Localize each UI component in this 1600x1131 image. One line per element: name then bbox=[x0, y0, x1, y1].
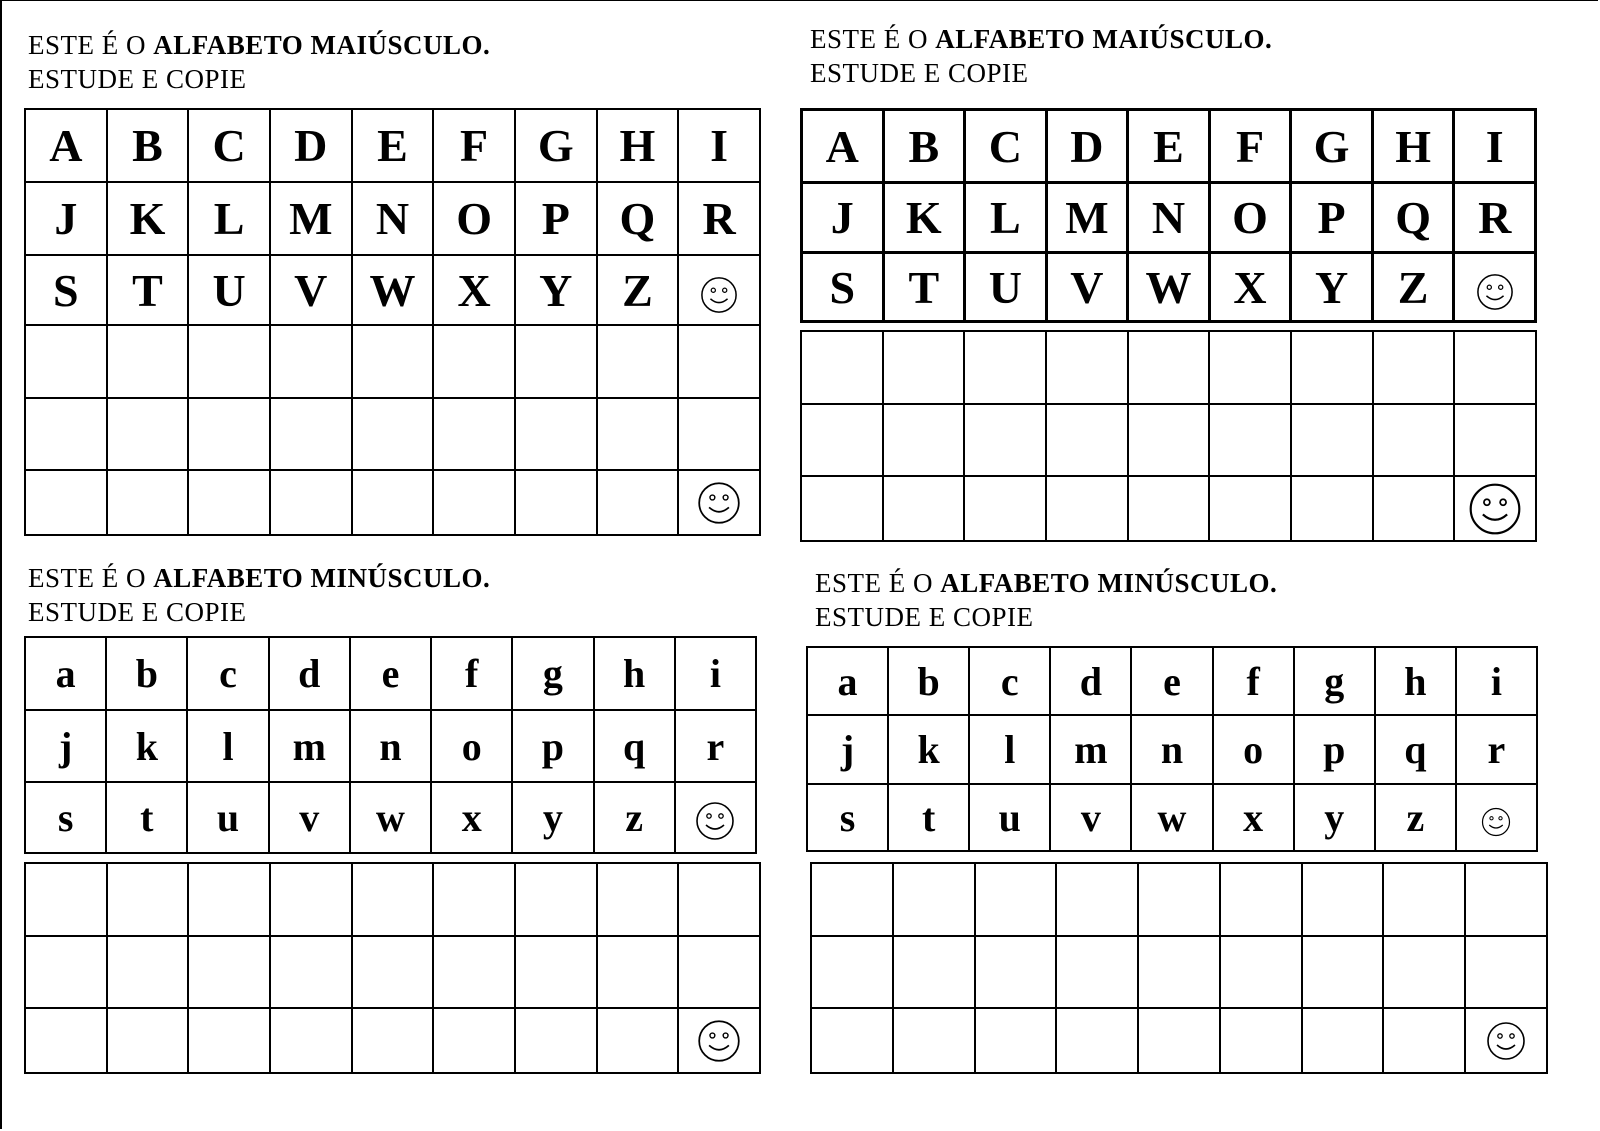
smiley-face-icon bbox=[695, 801, 735, 841]
letter-cell: o bbox=[431, 710, 512, 782]
copy-cell[interactable] bbox=[597, 398, 679, 470]
letter-cell: A bbox=[25, 109, 107, 182]
copy-cell[interactable] bbox=[883, 331, 965, 404]
copy-cell[interactable] bbox=[188, 936, 270, 1008]
copy-cell[interactable] bbox=[515, 470, 597, 535]
letter-cell: W bbox=[352, 255, 434, 325]
copy-cell[interactable] bbox=[975, 936, 1057, 1008]
copy-cell[interactable] bbox=[1209, 404, 1291, 476]
copy-cell[interactable] bbox=[25, 325, 107, 398]
copy-cell[interactable] bbox=[270, 1008, 352, 1073]
section-lowercase-left bbox=[28, 561, 490, 629]
copy-cell[interactable] bbox=[883, 476, 965, 541]
copy-cell[interactable] bbox=[352, 470, 434, 535]
copy-cell[interactable] bbox=[1046, 404, 1128, 476]
letter-grid-uppercase-left bbox=[24, 108, 761, 326]
copy-cell[interactable] bbox=[515, 1008, 597, 1073]
grid-row bbox=[25, 398, 760, 470]
letter-cell: C bbox=[188, 109, 270, 182]
letter-cell: r bbox=[675, 710, 756, 782]
letter-cell: U bbox=[965, 253, 1047, 322]
letter-cell: y bbox=[1294, 784, 1375, 851]
copy-cell[interactable] bbox=[1302, 936, 1384, 1008]
copy-cell[interactable] bbox=[270, 936, 352, 1008]
copy-cell[interactable] bbox=[188, 1008, 270, 1073]
letter-cell: E bbox=[352, 109, 434, 182]
copy-cell[interactable] bbox=[1383, 936, 1465, 1008]
section-subheading: ESTUDE E COPIE bbox=[28, 597, 247, 627]
letter-cell: p bbox=[512, 710, 593, 782]
copy-cell[interactable] bbox=[107, 1008, 189, 1073]
letter-cell: g bbox=[1294, 647, 1375, 715]
copy-cell[interactable] bbox=[515, 936, 597, 1008]
letter-cell: X bbox=[433, 255, 515, 325]
copy-cell[interactable] bbox=[801, 404, 883, 476]
copy-cell[interactable] bbox=[883, 404, 965, 476]
copy-cell[interactable] bbox=[811, 863, 893, 936]
section-heading bbox=[815, 566, 1277, 600]
copy-grid-lowercase-right bbox=[810, 862, 1548, 1074]
letter-cell: z bbox=[1375, 784, 1456, 851]
copy-grid-lowercase-left bbox=[24, 862, 761, 1074]
grid-row bbox=[807, 715, 1537, 784]
grid-row bbox=[807, 784, 1537, 851]
copy-cell[interactable] bbox=[270, 398, 352, 470]
letter-cell: u bbox=[187, 782, 268, 853]
smiley-face-icon bbox=[1476, 273, 1514, 311]
letter-cell: c bbox=[187, 637, 268, 710]
smiley-cell bbox=[678, 1008, 760, 1073]
letter-cell: H bbox=[597, 109, 679, 182]
copy-cell[interactable] bbox=[25, 936, 107, 1008]
letter-cell: L bbox=[188, 182, 270, 255]
letter-cell: S bbox=[25, 255, 107, 325]
copy-cell[interactable] bbox=[1138, 1008, 1220, 1073]
letter-cell: V bbox=[270, 255, 352, 325]
copy-cell[interactable] bbox=[352, 936, 434, 1008]
letter-grid-lowercase-right bbox=[806, 646, 1538, 852]
copy-cell[interactable] bbox=[270, 863, 352, 936]
copy-cell[interactable] bbox=[1291, 331, 1373, 404]
copy-cell[interactable] bbox=[975, 1008, 1057, 1073]
letter-cell: f bbox=[1213, 647, 1294, 715]
letter-cell: K bbox=[883, 183, 965, 253]
copy-cell[interactable] bbox=[25, 1008, 107, 1073]
copy-cell[interactable] bbox=[1373, 476, 1455, 541]
letter-cell: V bbox=[1046, 253, 1128, 322]
grid-row bbox=[802, 110, 1536, 183]
grid-row bbox=[25, 782, 756, 853]
letter-cell: N bbox=[1128, 183, 1210, 253]
letter-cell: a bbox=[807, 647, 888, 715]
smiley-cell bbox=[675, 782, 756, 853]
letter-cell: b bbox=[888, 647, 969, 715]
letter-cell: P bbox=[1291, 183, 1373, 253]
grid-row bbox=[802, 183, 1536, 253]
copy-cell[interactable] bbox=[1128, 331, 1210, 404]
letter-cell: d bbox=[1050, 647, 1131, 715]
copy-cell[interactable] bbox=[1454, 404, 1536, 476]
copy-cell[interactable] bbox=[1209, 476, 1291, 541]
copy-cell[interactable] bbox=[1373, 331, 1455, 404]
letter-cell: q bbox=[1375, 715, 1456, 784]
copy-cell[interactable] bbox=[188, 398, 270, 470]
smiley-face-icon bbox=[700, 276, 738, 314]
copy-cell[interactable] bbox=[107, 936, 189, 1008]
copy-cell[interactable] bbox=[1209, 331, 1291, 404]
letter-cell: a bbox=[25, 637, 106, 710]
letter-cell: M bbox=[270, 182, 352, 255]
letter-cell: h bbox=[594, 637, 675, 710]
grid-row bbox=[25, 1008, 760, 1073]
copy-cell[interactable] bbox=[515, 863, 597, 936]
section-heading bbox=[28, 561, 490, 595]
grid-row bbox=[25, 325, 760, 398]
section-subheading: ESTUDE E COPIE bbox=[815, 602, 1034, 632]
copy-cell[interactable] bbox=[678, 863, 760, 936]
letter-cell: j bbox=[807, 715, 888, 784]
letter-cell: x bbox=[1213, 784, 1294, 851]
letter-cell: D bbox=[1046, 110, 1128, 183]
section-heading bbox=[28, 28, 490, 62]
letter-cell: e bbox=[350, 637, 431, 710]
smiley-cell bbox=[1456, 784, 1537, 851]
letter-cell: u bbox=[969, 784, 1050, 851]
copy-cell[interactable] bbox=[352, 325, 434, 398]
copy-grid-uppercase-right bbox=[800, 330, 1537, 542]
copy-cell[interactable] bbox=[1128, 404, 1210, 476]
letter-cell: J bbox=[802, 183, 884, 253]
grid-row bbox=[811, 936, 1547, 1008]
letter-cell: q bbox=[594, 710, 675, 782]
copy-cell[interactable] bbox=[433, 398, 515, 470]
letter-cell: F bbox=[1209, 110, 1291, 183]
copy-cell[interactable] bbox=[352, 398, 434, 470]
copy-cell[interactable] bbox=[1302, 863, 1384, 936]
copy-grid-uppercase-left bbox=[24, 324, 761, 536]
copy-cell[interactable] bbox=[678, 936, 760, 1008]
letter-cell: B bbox=[883, 110, 965, 183]
copy-cell[interactable] bbox=[1056, 1008, 1138, 1073]
copy-cell[interactable] bbox=[964, 404, 1046, 476]
copy-cell[interactable] bbox=[188, 325, 270, 398]
copy-cell[interactable] bbox=[433, 863, 515, 936]
grid-row bbox=[25, 710, 756, 782]
letter-cell: T bbox=[883, 253, 965, 322]
copy-cell[interactable] bbox=[597, 936, 679, 1008]
letter-cell: C bbox=[965, 110, 1047, 183]
letter-cell: J bbox=[25, 182, 107, 255]
smiley-face-icon bbox=[697, 481, 741, 525]
copy-cell[interactable] bbox=[964, 476, 1046, 541]
letter-cell: Z bbox=[1372, 253, 1454, 322]
section-heading bbox=[810, 22, 1272, 56]
grid-row bbox=[802, 253, 1536, 322]
smiley-cell bbox=[1454, 476, 1536, 541]
letter-cell: e bbox=[1131, 647, 1212, 715]
letter-cell: I bbox=[1454, 110, 1536, 183]
copy-cell[interactable] bbox=[597, 470, 679, 535]
copy-cell[interactable] bbox=[597, 325, 679, 398]
copy-cell[interactable] bbox=[1220, 1008, 1302, 1073]
letter-cell: n bbox=[1131, 715, 1212, 784]
copy-cell[interactable] bbox=[188, 470, 270, 535]
letter-cell: g bbox=[512, 637, 593, 710]
copy-cell[interactable] bbox=[107, 398, 189, 470]
letter-cell: L bbox=[965, 183, 1047, 253]
copy-cell[interactable] bbox=[1465, 863, 1547, 936]
letter-cell: H bbox=[1372, 110, 1454, 183]
copy-cell[interactable] bbox=[1138, 936, 1220, 1008]
grid-row bbox=[801, 476, 1536, 541]
copy-cell[interactable] bbox=[1046, 476, 1128, 541]
copy-cell[interactable] bbox=[107, 470, 189, 535]
letter-cell: l bbox=[969, 715, 1050, 784]
copy-cell[interactable] bbox=[597, 863, 679, 936]
letter-cell: B bbox=[107, 109, 189, 182]
letter-cell: O bbox=[433, 182, 515, 255]
grid-row bbox=[811, 1008, 1547, 1073]
grid-row bbox=[25, 863, 760, 936]
letter-cell: s bbox=[807, 784, 888, 851]
letter-cell: G bbox=[1291, 110, 1373, 183]
letter-cell: h bbox=[1375, 647, 1456, 715]
copy-cell[interactable] bbox=[433, 325, 515, 398]
copy-cell[interactable] bbox=[270, 325, 352, 398]
letter-cell: Q bbox=[597, 182, 679, 255]
letter-cell: R bbox=[678, 182, 760, 255]
copy-cell[interactable] bbox=[1220, 863, 1302, 936]
copy-cell[interactable] bbox=[1128, 476, 1210, 541]
smiley-cell bbox=[1465, 1008, 1547, 1073]
letter-cell: w bbox=[350, 782, 431, 853]
grid-row bbox=[25, 637, 756, 710]
copy-cell[interactable] bbox=[515, 398, 597, 470]
letter-grid-lowercase-left bbox=[24, 636, 757, 854]
copy-cell[interactable] bbox=[801, 476, 883, 541]
grid-row bbox=[25, 936, 760, 1008]
section-uppercase-left bbox=[28, 28, 490, 96]
letter-cell: N bbox=[352, 182, 434, 255]
letter-cell: P bbox=[515, 182, 597, 255]
heading-bold: ALFABETO MAIÚSCULO. bbox=[153, 30, 491, 60]
copy-cell[interactable] bbox=[964, 331, 1046, 404]
copy-cell[interactable] bbox=[107, 325, 189, 398]
copy-cell[interactable] bbox=[811, 1008, 893, 1073]
letter-cell: A bbox=[802, 110, 884, 183]
letter-cell: o bbox=[1213, 715, 1294, 784]
letter-cell: d bbox=[269, 637, 350, 710]
letter-cell: v bbox=[269, 782, 350, 853]
heading-prefix: ESTE É O bbox=[28, 30, 146, 60]
letter-cell: F bbox=[433, 109, 515, 182]
copy-cell[interactable] bbox=[515, 325, 597, 398]
copy-cell[interactable] bbox=[352, 863, 434, 936]
letter-cell: p bbox=[1294, 715, 1375, 784]
letter-cell: K bbox=[107, 182, 189, 255]
letter-cell: n bbox=[350, 710, 431, 782]
letter-cell: x bbox=[431, 782, 512, 853]
letter-cell: Y bbox=[1291, 253, 1373, 322]
letter-cell: R bbox=[1454, 183, 1536, 253]
letter-cell: i bbox=[675, 637, 756, 710]
letter-cell: v bbox=[1050, 784, 1131, 851]
letter-cell: k bbox=[106, 710, 187, 782]
smiley-face-icon bbox=[1486, 1021, 1526, 1061]
letter-cell: Z bbox=[597, 255, 679, 325]
heading-bold: ALFABETO MINÚSCULO. bbox=[153, 563, 491, 593]
heading-bold: ALFABETO MAIÚSCULO. bbox=[935, 24, 1273, 54]
letter-cell: I bbox=[678, 109, 760, 182]
grid-row bbox=[25, 255, 760, 325]
heading-prefix: ESTE É O bbox=[810, 24, 928, 54]
letter-cell: j bbox=[25, 710, 106, 782]
copy-cell[interactable] bbox=[893, 1008, 975, 1073]
letter-cell: O bbox=[1209, 183, 1291, 253]
letter-cell: s bbox=[25, 782, 106, 853]
copy-cell[interactable] bbox=[107, 863, 189, 936]
smiley-face-icon bbox=[697, 1019, 741, 1063]
copy-cell[interactable] bbox=[975, 863, 1057, 936]
copy-cell[interactable] bbox=[1383, 863, 1465, 936]
copy-cell[interactable] bbox=[1465, 936, 1547, 1008]
copy-cell[interactable] bbox=[270, 470, 352, 535]
copy-cell[interactable] bbox=[352, 1008, 434, 1073]
section-subheading: ESTUDE E COPIE bbox=[810, 58, 1029, 88]
section-lowercase-right bbox=[815, 566, 1277, 634]
copy-cell[interactable] bbox=[597, 1008, 679, 1073]
smiley-cell bbox=[678, 470, 760, 535]
grid-row bbox=[25, 182, 760, 255]
grid-row bbox=[25, 470, 760, 535]
grid-row bbox=[25, 109, 760, 182]
copy-cell[interactable] bbox=[188, 863, 270, 936]
heading-prefix: ESTE É O bbox=[28, 563, 146, 593]
heading-bold: ALFABETO MINÚSCULO. bbox=[940, 568, 1278, 598]
copy-cell[interactable] bbox=[1302, 1008, 1384, 1073]
letter-cell: E bbox=[1128, 110, 1210, 183]
letter-cell: m bbox=[1050, 715, 1131, 784]
letter-cell: t bbox=[888, 784, 969, 851]
smiley-cell bbox=[1454, 253, 1536, 322]
section-uppercase-right bbox=[810, 22, 1272, 90]
copy-cell[interactable] bbox=[25, 863, 107, 936]
copy-cell[interactable] bbox=[893, 936, 975, 1008]
letter-cell: c bbox=[969, 647, 1050, 715]
letter-cell: S bbox=[802, 253, 884, 322]
letter-cell: f bbox=[431, 637, 512, 710]
copy-cell[interactable] bbox=[1454, 331, 1536, 404]
grid-row bbox=[801, 331, 1536, 404]
letter-cell: l bbox=[187, 710, 268, 782]
letter-cell: b bbox=[106, 637, 187, 710]
letter-grid-uppercase-right bbox=[800, 108, 1537, 323]
copy-cell[interactable] bbox=[1056, 863, 1138, 936]
smiley-face-icon bbox=[1468, 482, 1522, 536]
copy-cell[interactable] bbox=[811, 936, 893, 1008]
grid-row bbox=[807, 647, 1537, 715]
grid-row bbox=[811, 863, 1547, 936]
copy-cell[interactable] bbox=[801, 331, 883, 404]
letter-cell: r bbox=[1456, 715, 1537, 784]
copy-cell[interactable] bbox=[678, 398, 760, 470]
letter-cell: i bbox=[1456, 647, 1537, 715]
copy-cell[interactable] bbox=[1138, 863, 1220, 936]
copy-cell[interactable] bbox=[1373, 404, 1455, 476]
copy-cell[interactable] bbox=[678, 325, 760, 398]
letter-cell: D bbox=[270, 109, 352, 182]
copy-cell[interactable] bbox=[25, 470, 107, 535]
copy-cell[interactable] bbox=[893, 863, 975, 936]
copy-cell[interactable] bbox=[1291, 476, 1373, 541]
smiley-cell bbox=[678, 255, 760, 325]
letter-cell: m bbox=[269, 710, 350, 782]
smiley-face-icon bbox=[1481, 807, 1511, 837]
letter-cell: T bbox=[107, 255, 189, 325]
letter-cell: U bbox=[188, 255, 270, 325]
letter-cell: W bbox=[1128, 253, 1210, 322]
section-subheading: ESTUDE E COPIE bbox=[28, 64, 247, 94]
copy-cell[interactable] bbox=[25, 398, 107, 470]
copy-cell[interactable] bbox=[433, 1008, 515, 1073]
letter-cell: X bbox=[1209, 253, 1291, 322]
grid-row bbox=[801, 404, 1536, 476]
letter-cell: k bbox=[888, 715, 969, 784]
copy-cell[interactable] bbox=[1046, 331, 1128, 404]
copy-cell[interactable] bbox=[433, 936, 515, 1008]
copy-cell[interactable] bbox=[433, 470, 515, 535]
copy-cell[interactable] bbox=[1291, 404, 1373, 476]
copy-cell[interactable] bbox=[1220, 936, 1302, 1008]
letter-cell: z bbox=[594, 782, 675, 853]
letter-cell: G bbox=[515, 109, 597, 182]
copy-cell[interactable] bbox=[1056, 936, 1138, 1008]
letter-cell: t bbox=[106, 782, 187, 853]
letter-cell: w bbox=[1131, 784, 1212, 851]
letter-cell: M bbox=[1046, 183, 1128, 253]
letter-cell: Y bbox=[515, 255, 597, 325]
heading-prefix: ESTE É O bbox=[815, 568, 933, 598]
copy-cell[interactable] bbox=[1383, 1008, 1465, 1073]
letter-cell: y bbox=[512, 782, 593, 853]
letter-cell: Q bbox=[1372, 183, 1454, 253]
